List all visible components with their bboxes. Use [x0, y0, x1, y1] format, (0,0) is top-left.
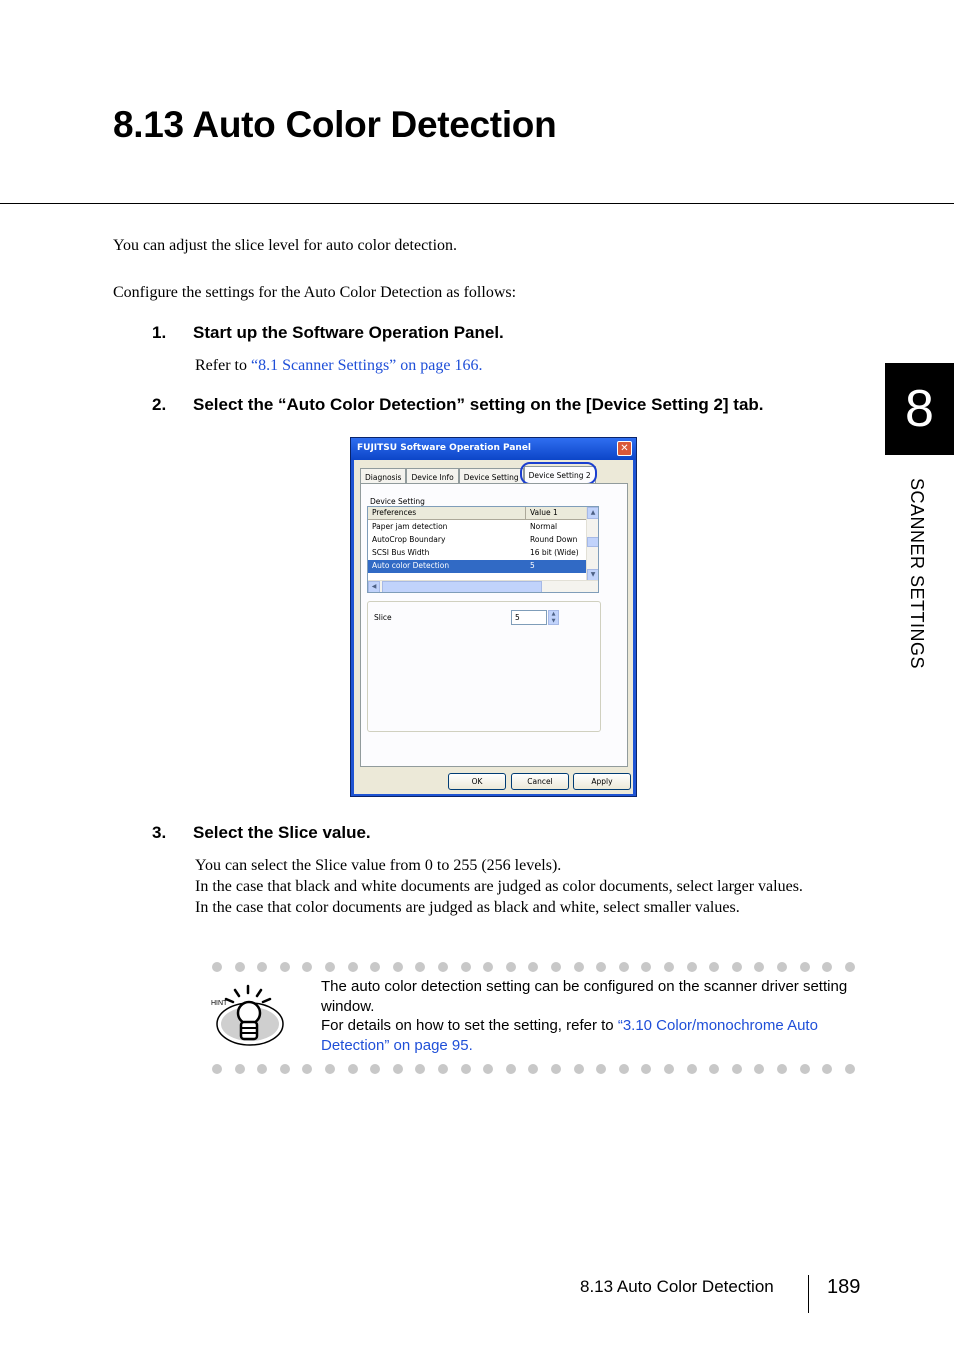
config-paragraph: Configure the settings for the Auto Color Detection as follows: — [113, 284, 517, 301]
horizontal-scrollbar[interactable] — [368, 580, 599, 592]
slice-stepper[interactable]: ▲ ▼ — [548, 610, 559, 625]
border-dot — [257, 962, 267, 972]
step-3-body — [195, 855, 803, 918]
operation-panel-dialog — [350, 437, 637, 797]
border-dot — [483, 962, 493, 972]
hint-lightbulb-icon — [208, 984, 288, 1050]
column-value[interactable]: Value 1 — [530, 508, 558, 517]
border-dot — [574, 962, 584, 972]
list-item[interactable]: Paper jam detection Normal — [372, 522, 558, 531]
border-dot — [619, 1064, 629, 1074]
border-dot — [664, 1064, 674, 1074]
step-line: You can select the Slice value from 0 to 255 (256 levels). — [195, 857, 562, 874]
step-number: 3. — [152, 823, 167, 842]
border-dot — [280, 962, 290, 972]
step-1-body — [195, 355, 482, 376]
border-dot — [280, 1064, 290, 1074]
border-dot — [754, 962, 764, 972]
intro-paragraph: You can adjust the slice level for auto color detection. — [113, 237, 458, 254]
border-dot — [438, 1064, 448, 1074]
dialog-client — [354, 460, 633, 794]
hint-line-1: The auto color detection setting can be configured on the scanner driver setting window. — [321, 978, 848, 1015]
border-dot — [551, 1064, 561, 1074]
list-item-selected[interactable]: Auto color Detection 5 — [368, 560, 588, 573]
page-number: 189 — [827, 1276, 861, 1298]
vertical-scrollbar[interactable] — [586, 507, 598, 581]
scanner-settings-link[interactable]: “8.1 Scanner Settings” on page 166. — [250, 357, 483, 374]
border-dot — [822, 1064, 832, 1074]
border-dot — [235, 962, 245, 972]
apply-button[interactable]: Apply — [573, 773, 631, 790]
border-dot — [574, 1064, 584, 1074]
border-dot — [393, 1064, 403, 1074]
tab-diagnosis[interactable]: Diagnosis — [360, 468, 406, 484]
hint-border-top — [212, 962, 859, 974]
border-dot — [461, 962, 471, 972]
border-dot — [506, 962, 516, 972]
column-preferences[interactable]: Preferences — [368, 507, 526, 519]
group-label: Device Setting — [370, 497, 425, 506]
border-dot — [822, 962, 832, 972]
ok-button[interactable]: OK — [448, 773, 506, 790]
hint-border-bottom — [212, 1064, 859, 1076]
dialog-titlebar — [351, 438, 636, 460]
border-dot — [483, 1064, 493, 1074]
border-dot — [415, 1064, 425, 1074]
step-line: In the case that color documents are judged as black and white, select smaller values. — [195, 899, 740, 916]
border-dot — [777, 962, 787, 972]
hint-text — [321, 977, 866, 1055]
step-2-heading — [152, 395, 764, 415]
step-text: Start up the Software Operation Panel. — [193, 323, 504, 342]
border-dot — [528, 962, 538, 972]
color-auto-detection-link[interactable]: “3.10 Color/monochrome Auto Detection” on page 95. — [321, 1017, 818, 1054]
step-number: 2. — [152, 395, 167, 414]
border-dot — [302, 1064, 312, 1074]
border-dot — [528, 1064, 538, 1074]
border-dot — [664, 962, 674, 972]
border-dot — [257, 1064, 267, 1074]
close-icon[interactable]: ✕ — [617, 441, 632, 456]
scroll-up-icon[interactable]: ▲ — [587, 507, 599, 519]
border-dot — [641, 1064, 651, 1074]
border-dot — [325, 962, 335, 972]
border-dot — [754, 1064, 764, 1074]
hint-label: HINT — [211, 1000, 228, 1007]
border-dot — [641, 962, 651, 972]
border-dot — [845, 962, 855, 972]
border-dot — [687, 1064, 697, 1074]
chapter-name: SCANNER SETTINGS — [907, 478, 927, 670]
border-dot — [438, 962, 448, 972]
step-1-heading — [152, 323, 504, 343]
step-number: 1. — [152, 323, 167, 342]
scroll-down-icon[interactable]: ▼ — [587, 569, 599, 581]
border-dot — [619, 962, 629, 972]
border-dot — [687, 962, 697, 972]
border-dot — [596, 962, 606, 972]
slice-group — [367, 601, 601, 732]
scroll-left-icon[interactable]: ◀ — [368, 581, 380, 593]
tab-device-setting[interactable]: Device Setting — [459, 468, 524, 484]
border-dot — [212, 1064, 222, 1074]
border-dot — [415, 962, 425, 972]
step-line: In the case that black and white documents are judged as color documents, select larger values. — [195, 878, 803, 895]
slice-input[interactable]: 5 — [511, 610, 547, 625]
border-dot — [325, 1064, 335, 1074]
scroll-thumb[interactable] — [587, 537, 599, 547]
scroll-thumb[interactable] — [382, 581, 542, 593]
list-header — [368, 507, 588, 520]
chapter-number-tab: 8 — [885, 363, 954, 455]
border-dot — [845, 1064, 855, 1074]
slice-label: Slice — [374, 613, 392, 622]
border-dot — [777, 1064, 787, 1074]
border-dot — [212, 962, 222, 972]
list-item[interactable]: AutoCrop Boundary Round Down — [372, 535, 578, 544]
border-dot — [235, 1064, 245, 1074]
dialog-title: FUJITSU Software Operation Panel — [357, 443, 532, 453]
page-title: 8.13 Auto Color Detection — [113, 104, 557, 145]
step-text: Select the Slice value. — [193, 823, 371, 842]
title-rule — [0, 203, 954, 204]
footer-section: 8.13 Auto Color Detection — [580, 1277, 774, 1296]
step-3-heading — [152, 823, 371, 843]
border-dot — [506, 1064, 516, 1074]
border-dot — [709, 962, 719, 972]
border-dot — [709, 1064, 719, 1074]
border-dot — [800, 1064, 810, 1074]
footer-divider — [808, 1275, 809, 1313]
border-dot — [370, 1064, 380, 1074]
list-item[interactable]: SCSI Bus Width 16 bit (Wide) — [372, 548, 579, 557]
step-text: Select the “Auto Color Detection” setting on the [Device Setting 2] tab. — [193, 395, 764, 414]
highlight-circle — [520, 462, 597, 485]
border-dot — [732, 1064, 742, 1074]
border-dot — [370, 962, 380, 972]
border-dot — [596, 1064, 606, 1074]
border-dot — [461, 1064, 471, 1074]
border-dot — [551, 962, 561, 972]
border-dot — [302, 962, 312, 972]
preferences-list[interactable] — [367, 506, 599, 593]
border-dot — [348, 1064, 358, 1074]
border-dot — [393, 962, 403, 972]
tab-device-info[interactable]: Device Info — [406, 468, 458, 484]
hint-line-2: For details on how to set the setting, refer to “3.10 Color/monochrome Auto Detection” on page 95. — [321, 1017, 818, 1054]
border-dot — [348, 962, 358, 972]
border-dot — [732, 962, 742, 972]
refer-prefix: Refer to — [195, 357, 251, 374]
cancel-button[interactable]: Cancel — [511, 773, 569, 790]
tab-device-setting-2[interactable]: Device Setting 2 — [524, 466, 596, 484]
border-dot — [800, 962, 810, 972]
